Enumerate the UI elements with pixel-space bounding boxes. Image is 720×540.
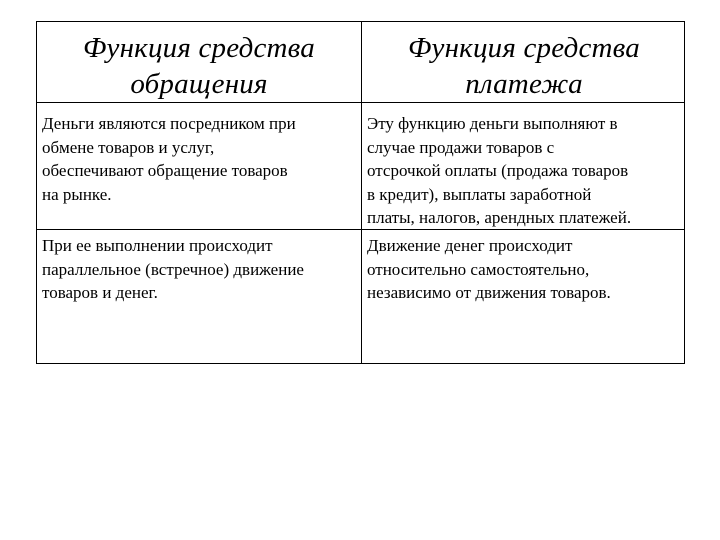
- table-cell: Деньги являются посредником при обмене товаров и услуг, обеспечивают обращение товаров на рынке.: [42, 114, 296, 204]
- header-divider: [37, 102, 684, 103]
- table-cell: Движение денег происходит относительно самостоятельно, независимо от движения товаров.: [367, 236, 611, 302]
- header-exchange-function: Функция средства обращения: [83, 32, 315, 100]
- table-cell: При ее выполнении происходит параллельное (встречное) движение товаров и денег.: [42, 236, 304, 302]
- table-cell: Эту функцию деньги выполняют в случае продажи товаров с отсрочкой оплаты (продажа товаров в кредит), выплаты заработной платы, налогов, арендных платежей.: [367, 114, 632, 227]
- header-payment-function: Функция средства платежа: [408, 32, 640, 100]
- comparison-table: [36, 21, 685, 364]
